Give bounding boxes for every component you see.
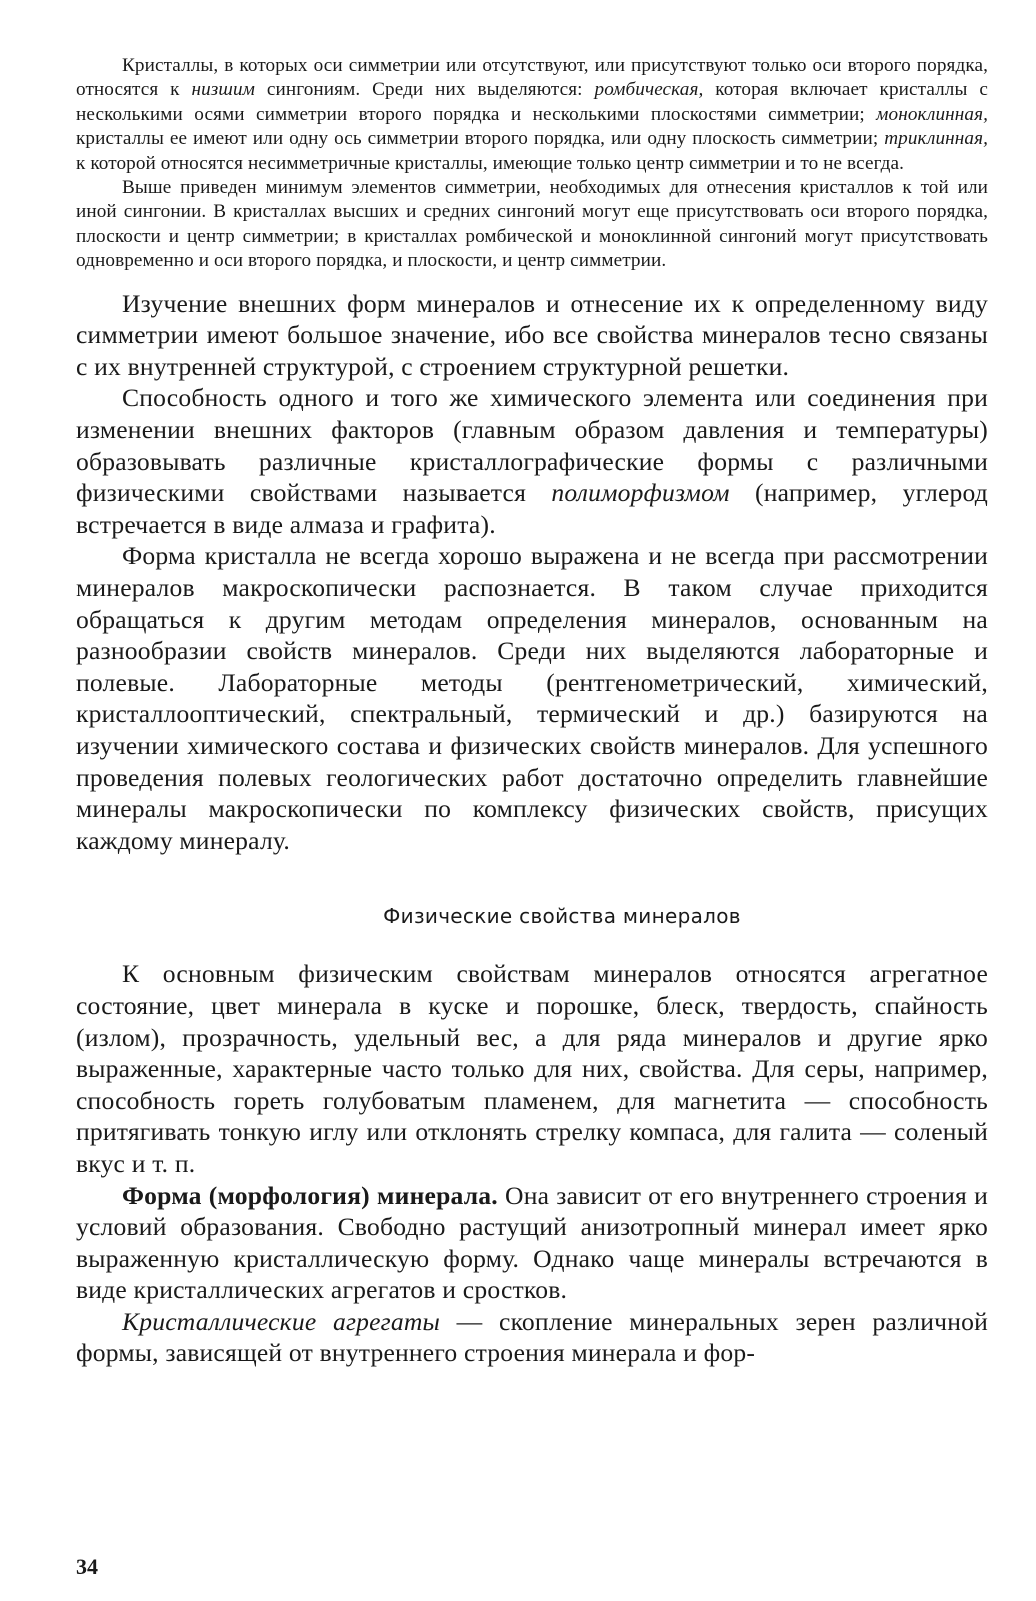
intro-paragraph-1	[76, 54, 988, 176]
text-run: Способность одного и того же химического элемента или соединения при изменении внешних факторов (главным образом давления и температуры) образовывать различные кристаллографические формы с различными физическими свойствами называется	[76, 383, 988, 508]
text-run: сингониям. Среди них выделяются:	[255, 79, 595, 101]
italic-term: ромбическая,	[594, 79, 704, 101]
page-number: 34	[76, 1554, 98, 1579]
spacer	[76, 274, 988, 288]
intro-paragraph-2: Выше приведен минимум элементов симметрии, необходимых для отнесения кристаллов к той или иной сингонии. В кристаллах высших и средних сингоний могут еще присутствовать оси второго порядка, плоскости и центр симметрии; в кристаллах ромбической и моноклинной сингоний могут присутствовать одновременно и оси второго порядка, и плоскости, и центр симметрии.	[76, 177, 988, 272]
text-run: Кристаллы, в которых оси симметрии или отсутствуют, или присутствуют только оси второго порядка, относятся к	[76, 55, 988, 101]
italic-term: моноклинная,	[876, 103, 988, 125]
italic-term: Кристаллические агрегаты	[122, 1306, 441, 1336]
italic-term: триклинная,	[884, 128, 988, 150]
text-run: (например, углерод встречается в виде алмаза и графита).	[76, 478, 988, 539]
bold-term: Форма (морфология) минерала.	[122, 1180, 498, 1210]
body-paragraph-symmetry: Изучение внешних форм минералов и отнесение их к определенному виду симметрии имеют большое значение, ибо все свойства минералов тесно связаны с их внутренней структурой, с строением структурной решетки.	[76, 288, 988, 381]
text-run: Она зависит от его внутреннего строения и условий образования. Свободно растущий анизотропный минерал имеет ярко выраженную кристаллическую форму. Однако чаще минералы встречаются в виде кристаллических агрегатов и сростков.	[76, 1180, 988, 1305]
section-heading: Физические свойства минералов	[383, 904, 741, 929]
body-paragraph-properties: К основным физическим свойствам минералов относятся агрегатное состояние, цвет минерала в куске и порошке, блеск, твердость, спайность (излом), прозрачность, удельный вес, а для ряда минералов и другие ярко выраженные, характерные часто только для них, свойства. Для серы, например, способность гореть голубоватым пламенем, для магнетита — способность притягивать тонкую иглу или отклонять стрелку компаса, для галита — соленый вкус и т. п.	[76, 959, 988, 1178]
page-content	[76, 54, 988, 1369]
text-run: которая включает кристаллы с несколькими осями симметрии второго порядка и несколькими плоскостями симметрии;	[76, 79, 988, 125]
text-run: кристаллы ее имеют или одну ось симметрии второго порядка, или одну плоскость симметрии;	[76, 128, 885, 150]
italic-term: полиморфизмом	[551, 478, 730, 508]
text-run: — скопление минеральных зерен различной формы, зависящей от внутреннего строения минерала и фор-	[76, 1306, 988, 1368]
body-paragraph-aggregates	[76, 1306, 988, 1369]
body-paragraph-methods: Форма кристалла не всегда хорошо выражена и не всегда при рассмотрении минералов макроскопически распознается. В таком случае приходится обращаться к другим методам определения минералов, основанным на разнообразии свойств минералов. Среди них выделяются лабораторные и полевые. Лабораторные методы (рентгенометрический, химический, кристаллооптический, спектральный, термический и др.) базируются на изучении химического состава и физических свойств минералов. Для успешного проведения полевых геологических работ достаточно определить главнейшие минералы макроскопически по комплексу физических свойств, присущих каждому минералу.	[76, 541, 988, 855]
text-run: к которой относятся несимметричные кристаллы, имеющие только центр симметрии и то не всегда.	[76, 152, 904, 174]
body-paragraph-morphology	[76, 1180, 988, 1306]
body-paragraph-polymorphism	[76, 382, 988, 540]
italic-term: низшим	[191, 79, 255, 101]
